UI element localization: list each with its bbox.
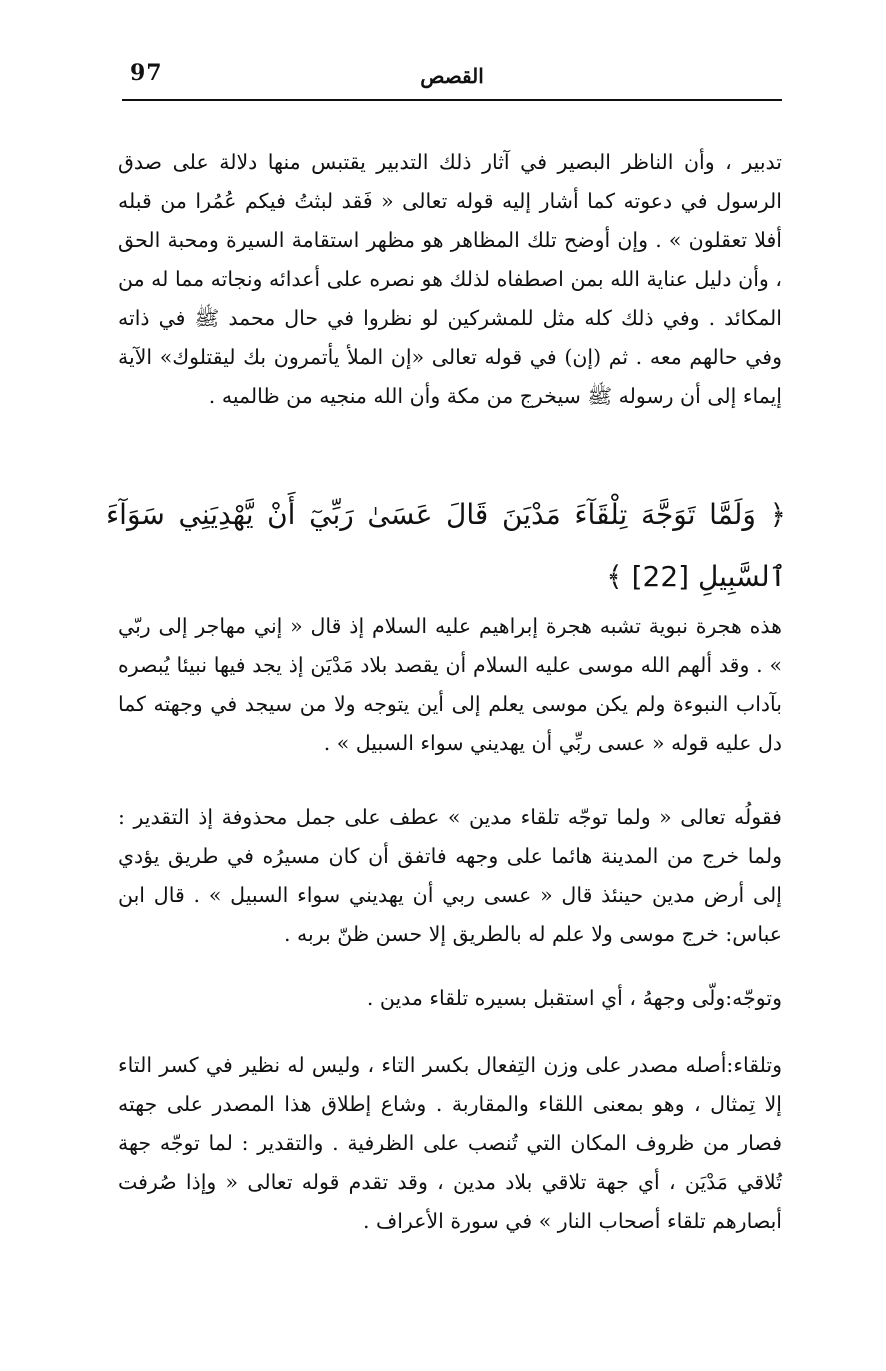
commentary-paragraph-4 — [118, 1046, 782, 1241]
paragraph-text: هذه هجرة نبوية تشبه هجرة إبراهيم عليه السلام إذ قال « إني مهاجر إلى ربّي » . وقد ألهم الله موسى عليه السلام أن يقصد بلاد مَدْيَن إذ يجد فيها نبيئا يُبصره بآداب النبوءة ولم يكن موسى يعلم إلى أين يتوجه ولا من سيجد في وجهته كما دل عليه قوله « عسى ربِّي أن يهديني سواء السبيل » . — [118, 614, 782, 755]
header-divider — [122, 99, 782, 101]
commentary-paragraph-1 — [118, 607, 782, 763]
paragraph-text: تدبير ، وأن الناظر البصير في آثار ذلك التدبير يقتبس منها دلالة على صدق الرسول في دعوته كما أشار إليه قوله تعالى « فَقد لبثتُ فيكم عُمُرا من قبله أفلا تعقلون » . وإن أوضح تلك المظاهر هو مظهر استقامة السيرة ومحبة الحق ، وأن دليل عناية الله بمن اصطفاه لذلك هو نصره على أعدائه ونجاته مما له من المكائد . وفي ذلك كله مثل للمشركين لو نظروا في حال محمد ﷺ في ذاته وفي حالهم معه . ثم (إن) في قوله تعالى «إن الملأ يأتمرون بك ليقتلوك» الآية إيماء إلى أن رسوله ﷺ سيخرج من مكة وأن الله منجيه من ظالميه . — [118, 150, 782, 408]
paragraph-text: وتوجّه:ولّى وجههُ ، أي استقبل بسيره تلقاء مدين . — [366, 986, 782, 1010]
running-title: القصص — [420, 64, 484, 88]
commentary-paragraph-3 — [118, 979, 782, 1018]
paragraph-text: فقولُه تعالى « ولما توجّه تلقاء مدين » عطف على جمل محذوفة إذ التقدير : ولما خرج من المدينة هائما على وجهه فاتفق أن كان مسيرُه في طريق يؤدي إلى أرض مدين حينئذ قال « عسى ربي أن يهديني سواء السبيل » . قال ابن عباس: خرج موسى ولا علم له بالطريق إلا حسن ظنّ بربه . — [118, 805, 782, 946]
intro-paragraph — [118, 143, 782, 416]
page-header — [122, 58, 782, 100]
page-number: 97 — [130, 60, 163, 86]
commentary-paragraph-2 — [118, 798, 782, 954]
quran-verse: ﴿ وَلَمَّا تَوَجَّهَ تِلْقَآءَ مَدْيَنَ قَالَ عَسَىٰ رَبِّيٓ أَنْ يَّهْدِيَنِي سَوَآءَ ٱلسَّبِيلِ [22] ﴾ — [106, 498, 786, 593]
paragraph-text: وتلقاء:أصله مصدر على وزن التِفعال بكسر التاء ، وليس له نظير في كسر التاء إلا تِمثال ، وهو بمعنى اللقاء والمقاربة . وشاع إطلاق هذا المصدر على جهته فصار من ظروف المكان التي تُنصب على الظرفية . والتقدير : لما توجّه جهة تُلاقي مَدْيَن ، أي جهة تلاقي بلاد مدين ، وقد تقدم قوله تعالى « وإذا صُرفت أبصارهم تلقاء أصحاب النار » في سورة الأعراف . — [118, 1053, 782, 1233]
